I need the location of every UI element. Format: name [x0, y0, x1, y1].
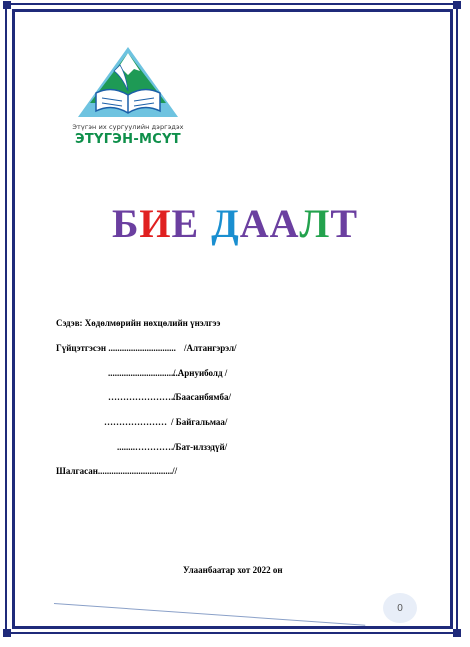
performers-label: Гүйцэтгэсэн .............................. [56, 343, 176, 353]
document-title [0, 200, 470, 248]
corner-mark-br [453, 629, 461, 637]
performer-name: /Баасанбямба/ [173, 392, 232, 402]
checked-by-line: Шалгасан.................................// [56, 466, 178, 476]
title-letter: И [139, 201, 172, 246]
performer-dots: ………………….. [108, 392, 176, 402]
title-letter: Т [330, 201, 359, 246]
place-date: Улаанбаатар хот 2022 он [183, 565, 283, 575]
performer-name: / Арнуиболд / [173, 368, 228, 378]
corner-mark-bl [3, 629, 11, 637]
performer-name: /Алтангэрэл/ [184, 343, 237, 353]
performer-name: / Байгальмаа/ [171, 417, 228, 427]
performer-dots: ................................ [108, 368, 180, 378]
title-letter: Е [171, 201, 200, 246]
title-letter: А [239, 201, 270, 246]
corner-mark-tr [453, 1, 461, 9]
mountain-book-icon [76, 45, 180, 125]
title-letter: Б [111, 201, 140, 246]
title-letter: А [269, 201, 300, 246]
logo-name: ЭТҮГЭН-МСҮТ [75, 132, 181, 147]
logo-tagline: Этүгэн их сургуулийн дэргэдэх [72, 123, 184, 131]
title-letter: Д [211, 201, 240, 246]
title-letter: Л [299, 201, 331, 246]
page-number-badge [383, 593, 417, 623]
page-number: 0 [397, 602, 403, 614]
school-logo [66, 45, 190, 155]
corner-mark-tl [3, 1, 11, 9]
performer-name: /Бат-илзэдүй/ [173, 442, 228, 452]
performer-dots: ………………… [104, 417, 167, 427]
topic-line: Сэдэв: Хөдөлмөрийн нөхцөлийн үнэлгээ [56, 318, 221, 328]
performer-dots: ........…………. [117, 442, 174, 452]
